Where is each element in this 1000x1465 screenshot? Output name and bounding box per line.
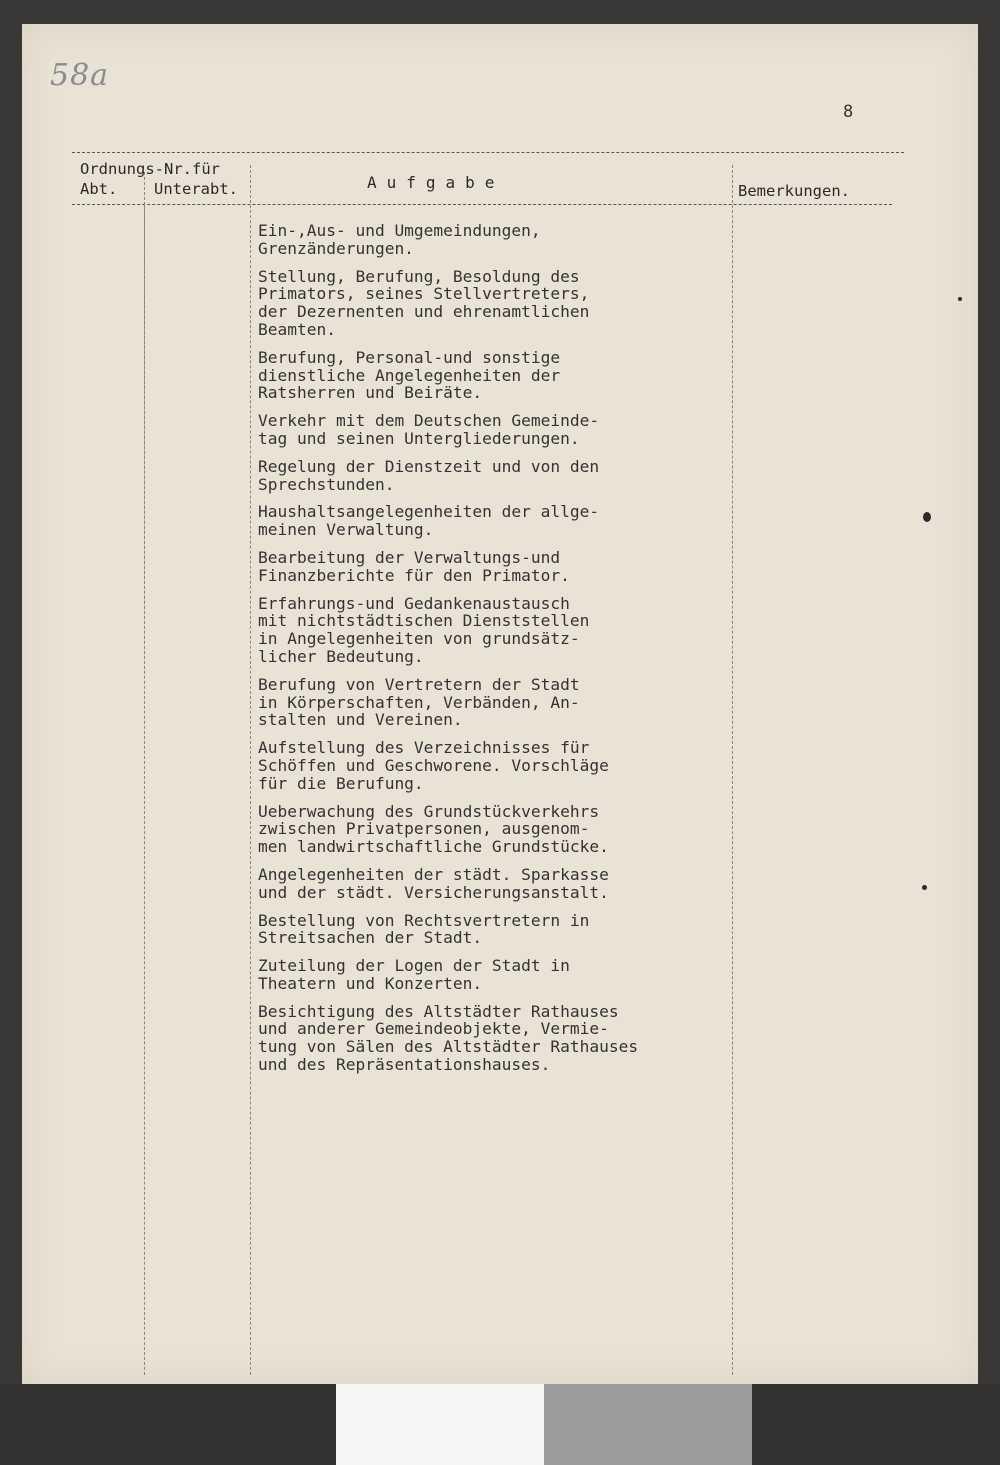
header-ordnungs-nr: Ordnungs-Nr.für <box>80 160 220 178</box>
task-item: Angelegenheiten der städt. Sparkasse und der städt. Versicherungsanstalt. <box>258 864 609 902</box>
task-item: Berufung, Personal-und sonstige dienstliche Angelegenheiten der Ratsherren und Beiräte. <box>258 347 561 403</box>
header-bottom-rule <box>72 204 892 205</box>
task-item: Bestellung von Rechtsvertretern in Streitsachen der Stadt. <box>258 910 590 948</box>
ink-speck <box>958 297 962 301</box>
task-item: Besichtigung des Altstädter Rathauses und anderer Gemeindeobjekte, Vermie- tung von Sälen des Altstädter Rathauses und des Repräsentationshauses. <box>258 1001 639 1075</box>
header-bemerkungen: Bemerkungen. <box>738 182 850 200</box>
header-aufgabe: Aufgabe <box>367 173 505 192</box>
task-item: Ein-,Aus- und Umgemeindungen, Grenzänderungen. <box>258 221 541 258</box>
page-number: 8 <box>843 102 854 122</box>
column-divider-unterabt <box>250 165 251 1375</box>
ink-speck <box>922 885 927 890</box>
task-item: Aufstellung des Verzeichnisses für Schöffen und Geschworene. Vorschläge für die Berufung. <box>258 738 609 793</box>
task-item: Berufung von Vertretern der Stadt in Körperschaften, Verbänden, An- stalten und Vereinen. <box>258 674 580 730</box>
header-top-rule <box>72 152 904 153</box>
task-list <box>258 222 728 1084</box>
task-item: Stellung, Berufung, Besoldung des Primators, seines Stellvertreters, der Dezernenten und ehrenamtlichen Beamten. <box>258 266 590 339</box>
grey-reference-patch <box>544 1384 752 1465</box>
task-item: Bearbeitung der Verwaltungs-und Finanzberichte für den Primator. <box>258 547 570 585</box>
task-item: Ueberwachung des Grundstückverkehrs zwischen Privatpersonen, ausgenom- men landwirtschaftliche Grundstücke. <box>258 801 609 857</box>
task-item: Haushaltsangelegenheiten der allge- meinen Verwaltung. <box>258 502 600 540</box>
header-abt: Abt. <box>80 180 118 198</box>
header-unterabt: Unterabt. <box>154 180 238 198</box>
task-item: Verkehr mit dem Deutschen Gemeinde- tag und seinen Untergliederungen. <box>258 411 600 448</box>
white-reference-patch <box>336 1384 544 1465</box>
column-divider-abt-body <box>144 205 145 1375</box>
archive-number: 58a <box>50 58 110 93</box>
task-item: Regelung der Dienstzeit und von den Sprechstunden. <box>258 456 600 494</box>
ink-speck <box>923 512 931 522</box>
task-item: Zuteilung der Logen der Stadt in Theatern und Konzerten. <box>258 956 570 993</box>
task-item: Erfahrungs-und Gedankenaustausch mit nichtstädtischen Dienststellen in Angelegenheiten von grundsätz- licher Bedeutung. <box>258 593 590 666</box>
column-divider-bemerkungen <box>732 165 733 1375</box>
